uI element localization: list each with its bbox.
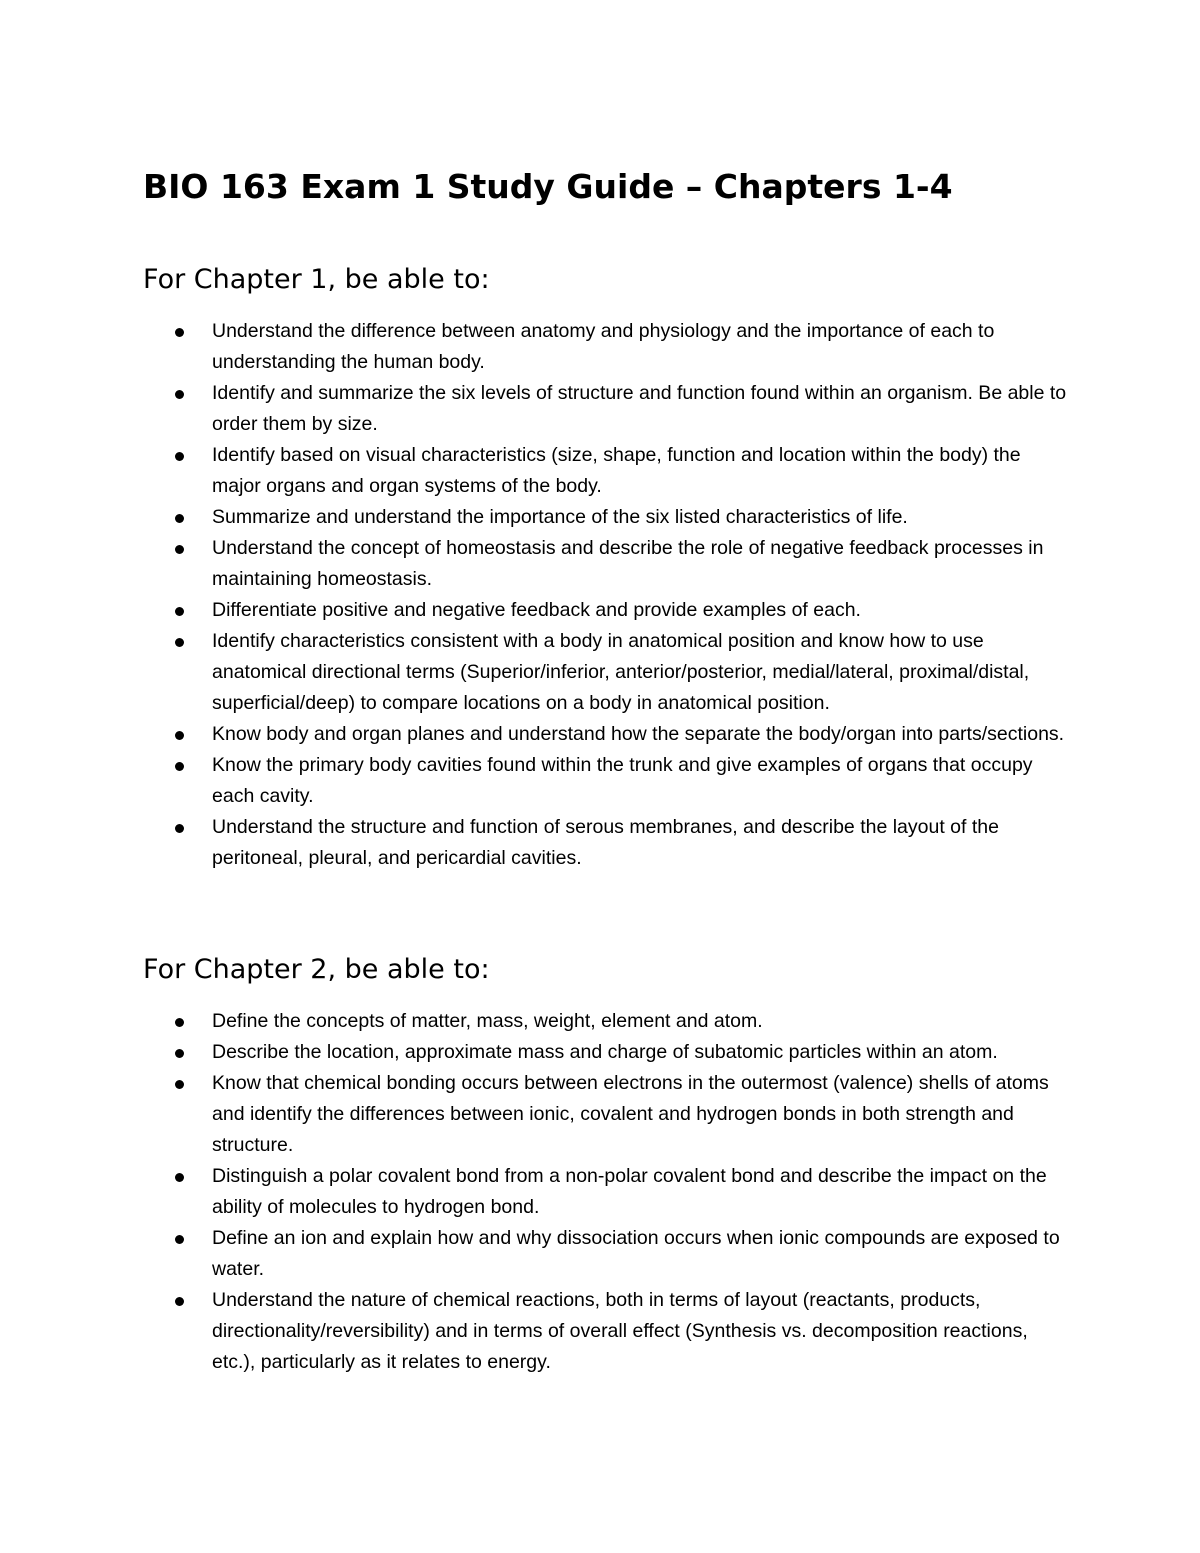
list-item: [170, 502, 1070, 533]
list-item-text: Identify characteristics consistent with a body in anatomical position and know how to use anatomical directional terms (Superior/inferior, anterior/posterior, medial/lateral, proximal/distal, superficial/deep) to compare locations on a body in anatomical position.: [212, 630, 1030, 714]
chapter-1-heading: For Chapter 1, be able to:: [143, 264, 490, 295]
list-item-text: Define an ion and explain how and why dissociation occurs when ionic compounds are exposed to water.: [212, 1227, 1060, 1280]
list-item: [170, 378, 1070, 440]
bullet-icon: [175, 1173, 184, 1182]
list-item-text: Understand the difference between anatomy and physiology and the importance of each to understanding the human body.: [212, 320, 995, 373]
bullet-icon: [175, 607, 184, 616]
bullet-icon: [175, 1018, 184, 1027]
list-item: [170, 533, 1070, 595]
bullet-icon: [175, 1235, 184, 1244]
bullet-icon: [175, 1080, 184, 1089]
list-item-text: Describe the location, approximate mass and charge of subatomic particles within an atom.: [212, 1041, 998, 1063]
bullet-icon: [175, 1049, 184, 1058]
bullet-icon: [175, 545, 184, 554]
list-item: [170, 1068, 1070, 1161]
list-item: [170, 1285, 1070, 1378]
list-item: [170, 1161, 1070, 1223]
list-item: [170, 750, 1070, 812]
list-item: [170, 719, 1070, 750]
list-item: [170, 1037, 1070, 1068]
bullet-icon: [175, 731, 184, 740]
bullet-icon: [175, 824, 184, 833]
list-item: [170, 812, 1070, 874]
list-item-text: Distinguish a polar covalent bond from a non-polar covalent bond and describe the impact on the ability of molecules to hydrogen bond.: [212, 1165, 1047, 1218]
list-item-text: Understand the structure and function of serous membranes, and describe the layout of the peritoneal, pleural, and pericardial cavities.: [212, 816, 999, 869]
chapter-1-objectives: [170, 316, 1070, 874]
list-item-text: Understand the concept of homeostasis and describe the role of negative feedback processes in maintaining homeostasis.: [212, 537, 1044, 590]
list-item: [170, 1223, 1070, 1285]
list-item-text: Differentiate positive and negative feedback and provide examples of each.: [212, 599, 861, 621]
list-item: [170, 1006, 1070, 1037]
bullet-icon: [175, 452, 184, 461]
document-title: BIO 163 Exam 1 Study Guide – Chapters 1-4: [143, 167, 953, 206]
list-item: [170, 626, 1070, 719]
bullet-icon: [175, 328, 184, 337]
list-item-text: Know that chemical bonding occurs between electrons in the outermost (valence) shells of atoms and identify the differences between ionic, covalent and hydrogen bonds in both strength and structure.: [212, 1072, 1049, 1156]
list-item-text: Know the primary body cavities found within the trunk and give examples of organs that occupy each cavity.: [212, 754, 1033, 807]
bullet-icon: [175, 762, 184, 771]
list-item-text: Understand the nature of chemical reactions, both in terms of layout (reactants, products, directionality/reversibility) and in terms of overall effect (Synthesis vs. decomposition reactions, etc.), particularly as it relates to energy.: [212, 1289, 1028, 1373]
list-item-text: Define the concepts of matter, mass, weight, element and atom.: [212, 1010, 763, 1032]
list-item: [170, 595, 1070, 626]
list-item: [170, 316, 1070, 378]
chapter-2-heading: For Chapter 2, be able to:: [143, 954, 490, 985]
list-item-text: Identify and summarize the six levels of structure and function found within an organism. Be able to order them by size.: [212, 382, 1067, 435]
list-item-text: Summarize and understand the importance of the six listed characteristics of life.: [212, 506, 908, 528]
chapter-2-objectives: [170, 1006, 1070, 1378]
list-item: [170, 440, 1070, 502]
bullet-icon: [175, 514, 184, 523]
bullet-icon: [175, 390, 184, 399]
list-item-text: Identify based on visual characteristics (size, shape, function and location within the body) the major organs and organ systems of the body.: [212, 444, 1021, 497]
bullet-icon: [175, 638, 184, 647]
bullet-icon: [175, 1297, 184, 1306]
list-item-text: Know body and organ planes and understand how the separate the body/organ into parts/sections.: [212, 723, 1065, 745]
